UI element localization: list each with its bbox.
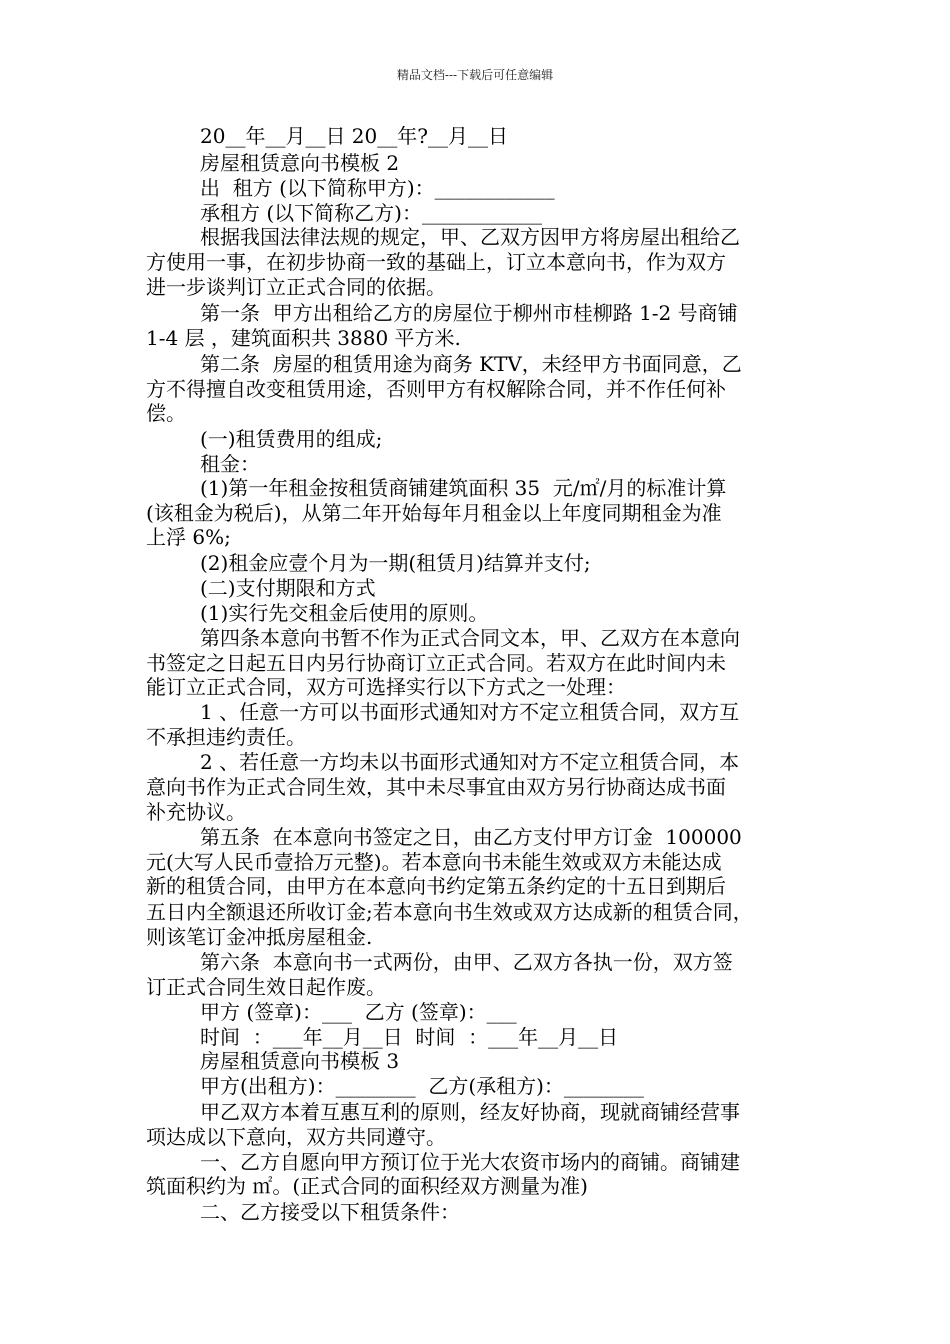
text-line: 根据我国法律法规的规定，甲、乙双方因甲方将房屋出租给乙 bbox=[200, 225, 740, 249]
text-line: 2 、若任意一方均未以书面形式通知对方不定立租赁合同，本 bbox=[200, 750, 740, 774]
text-line: 时间 ：___年__月__日 时间 ：___年__月__日 bbox=[200, 1025, 619, 1049]
text-line: 方使用一事，在初步协商一致的基础上，订立本意向书，作为双方 bbox=[146, 250, 726, 274]
text-line: 第五条 在本意向书签定之日，由乙方支付甲方订金 100000 bbox=[200, 825, 742, 849]
text-line: 第六条 本意向书一式两份，由甲、乙双方各执一份，双方签 bbox=[200, 950, 733, 974]
text-line: (二)支付期限和方式 bbox=[200, 576, 376, 600]
text-line: 意向书作为正式合同生效，其中未尽事宜由双方另行协商达成书面 bbox=[146, 775, 726, 799]
text-line: 元(大写人民币壹拾万元整)。若本意向书未能生效或双方未能达成 bbox=[146, 850, 722, 874]
text-line: 则该笔订金冲抵房屋租金. bbox=[146, 925, 373, 949]
text-line: 第四条本意向书暂不作为正式合同文本，甲、乙双方在本意向 bbox=[200, 626, 740, 650]
text-line: 上浮 6%; bbox=[146, 525, 231, 549]
text-line: 1 、任意一方可以书面形式通知对方不定立租赁合同，双方互 bbox=[200, 700, 740, 724]
text-line: 甲方(出租方)：________ 乙方(承租方)：________ bbox=[200, 1074, 644, 1098]
text-line: 一、乙方自愿向甲方预订位于光大农资市场内的商铺。商铺建 bbox=[200, 1150, 740, 1174]
text-line: 二、乙方接受以下租赁条件： bbox=[200, 1200, 460, 1224]
text-line: (1)第一年租金按租赁商铺建筑面积 35 元/㎡/月的标准计算 bbox=[200, 476, 727, 500]
text-line: 能订立正式合同，双方可选择实行以下方式之一处理： bbox=[146, 675, 626, 699]
text-line: 不承担违约责任。 bbox=[146, 725, 306, 749]
text-line: 偿。 bbox=[146, 401, 186, 425]
text-line: 筑面积约为 ㎡。(正式合同的面积经双方测量为准) bbox=[146, 1174, 588, 1198]
text-line: 出 租方 (以下简称甲方)：____________ bbox=[200, 176, 555, 200]
text-line: 项达成以下意向，双方共同遵守。 bbox=[146, 1125, 446, 1149]
text-line: 房屋租赁意向书模板 3 bbox=[200, 1049, 400, 1073]
text-line: 进一步谈判订立正式合同的依据。 bbox=[146, 275, 446, 299]
text-line: 房屋租赁意向书模板 2 bbox=[200, 151, 400, 175]
text-line: 书签定之日起五日内另行协商订立正式合同。若双方在此时间内未 bbox=[146, 651, 726, 675]
text-line: (2)租金应壹个月为一期(租赁月)结算并支付; bbox=[200, 551, 591, 575]
text-line: 新的租赁合同，由甲方在本意向书约定第五条约定的十五日到期后 bbox=[146, 874, 726, 898]
text-line: 租金： bbox=[200, 452, 260, 476]
text-line: 第二条 房屋的租赁用途为商务 KTV，未经甲方书面同意，乙 bbox=[200, 352, 742, 376]
text-line: 补充协议。 bbox=[146, 800, 246, 824]
text-line: 五日内全额退还所收订金;若本意向书生效或双方达成新的租赁合同， bbox=[146, 900, 753, 924]
text-line: 甲方 (签章)：___ 乙方 (签章)：___ bbox=[200, 1000, 517, 1024]
text-line: 方不得擅自改变租赁用途，否则甲方有权解除合同，并不作任何补 bbox=[146, 377, 726, 401]
text-line: (该租金为税后)，从第二年开始每年月租金以上年度同期租金为准 bbox=[146, 501, 722, 525]
text-line: 甲乙双方本着互惠互利的原则，经友好协商，现就商铺经营事 bbox=[200, 1100, 740, 1124]
text-line: 承租方 (以下简称乙方)：____________ bbox=[200, 201, 542, 225]
text-line: 订正式合同生效日起作废。 bbox=[146, 975, 386, 999]
text-line: 1-4 层 ，建筑面积共 3880 平方米. bbox=[146, 326, 461, 350]
text-line: (1)实行先交租金后使用的原则。 bbox=[200, 601, 489, 625]
text-line: (一)租赁费用的组成; bbox=[200, 427, 383, 451]
page-header: 精品文档---下载后可任意编辑 bbox=[396, 68, 554, 82]
text-line: 第一条 甲方出租给乙方的房屋位于柳州市桂柳路 1-2 号商铺 bbox=[200, 301, 738, 325]
text-line: 20__年__月__日 20__年?__月__日 bbox=[200, 124, 508, 148]
